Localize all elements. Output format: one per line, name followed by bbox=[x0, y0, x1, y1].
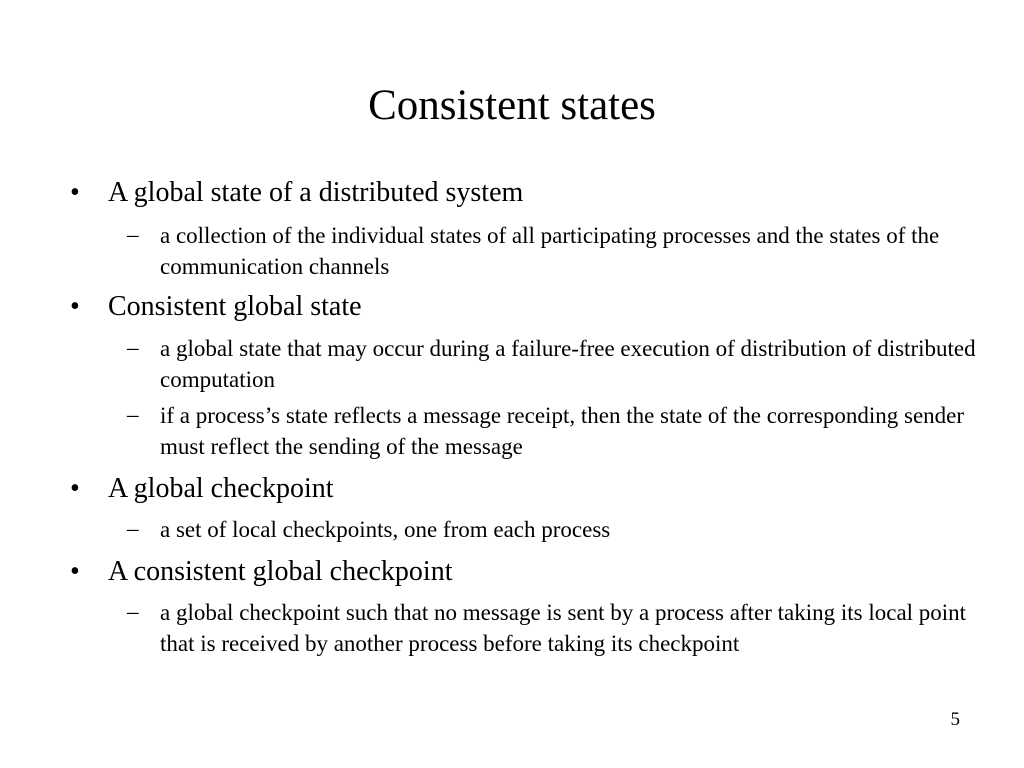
sub-bullet-text: a global checkpoint such that no message is sent by a process after taking its local point that is received by another process before taking its checkpoint bbox=[160, 600, 967, 656]
dash-glyph: – bbox=[127, 335, 139, 360]
sub-bullet-text: a global state that may occur during a failure-free execution of distribution of distributed computation bbox=[160, 336, 976, 392]
dash-glyph: – bbox=[127, 599, 139, 624]
dash-glyph: – bbox=[127, 402, 139, 427]
bullet-glyph: • bbox=[70, 473, 80, 504]
bullet-text: Consistent global state bbox=[108, 291, 362, 322]
bullet-text: A consistent global checkpoint bbox=[108, 556, 453, 587]
sub-bullet-text: a set of local checkpoints, one from each process bbox=[160, 517, 611, 542]
dash-glyph: – bbox=[127, 222, 139, 247]
bullet-glyph: • bbox=[70, 177, 80, 208]
dash-glyph: – bbox=[127, 516, 139, 541]
bullet-text: A global checkpoint bbox=[108, 473, 334, 504]
sub-bullet-text: a collection of the individual states of all participating processes and the states of the communication channels bbox=[160, 223, 940, 279]
slide-title: Consistent states bbox=[368, 82, 656, 129]
sub-bullet-text: if a process’s state reflects a message receipt, then the state of the corresponding sender must reflect the sending of the message bbox=[160, 403, 965, 459]
bullet-text: A global state of a distributed system bbox=[108, 177, 524, 208]
bullet-glyph: • bbox=[70, 291, 80, 322]
page-number: 5 bbox=[950, 709, 960, 730]
bullet-glyph: • bbox=[70, 556, 80, 587]
